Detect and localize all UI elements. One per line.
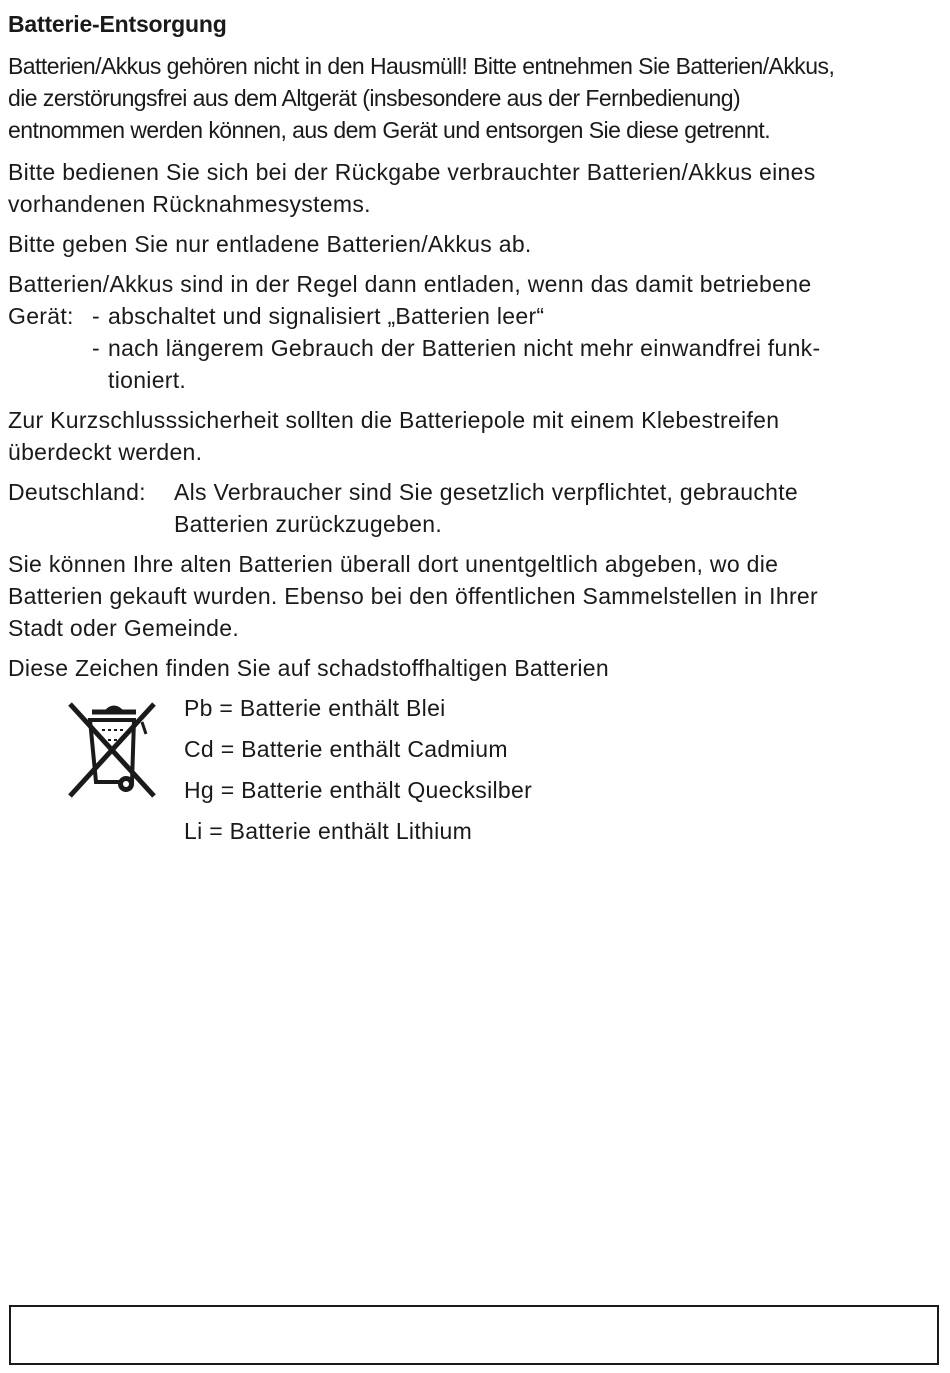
discharged-only-paragraph: Bitte geben Sie nur entladene Batterien/Akkus ab. — [8, 231, 532, 257]
germany-label: Deutschland: — [8, 479, 146, 505]
condition-list — [92, 300, 820, 396]
intro-paragraph: Batterien/Akkus gehören nicht in den Hausmüll! Bitte entnehmen Sie Batterien/Akkus, die zerstörungsfrei aus dem Altgerät (insbesondere aus der Fernbedienung) entnommen werden können, aus dem Gerät und entsorgen Sie diese getrennt. — [8, 53, 835, 143]
footer-box — [9, 1305, 939, 1365]
list-item: - abschaltet und signalisiert „Batterien leer“ — [92, 300, 820, 332]
collection-paragraph: Sie können Ihre alten Batterien überall dort unentgeltlich abgeben, wo die Batterien gekauft wurden. Ebenso bei den öffentlichen Sammelstellen in Ihrer Stadt oder Gemeinde. — [8, 551, 818, 641]
discharged-when-text: Batterien/Akkus sind in der Regel dann entladen, wenn das damit betriebene — [8, 271, 812, 297]
document-page — [8, 10, 943, 848]
battery-symbols-section — [8, 688, 943, 848]
list-item: Li = Batterie enthält Lithium — [184, 818, 473, 844]
short-circuit-paragraph: Zur Kurzschlusssicherheit sollten die Batteriepole mit einem Klebestreifen überdeckt werden. — [8, 407, 780, 465]
device-conditions-row — [8, 300, 943, 396]
list-item: Pb = Batterie enthält Blei — [184, 695, 446, 721]
list-item: Cd = Batterie enthält Cadmium — [184, 736, 508, 762]
chemical-codes-list — [184, 688, 532, 852]
return-system-paragraph: Bitte bedienen Sie sich bei der Rückgabe verbrauchter Batterien/Akkus eines vorhandenen Rücknahmesystems. — [8, 159, 816, 217]
page-title: Batterie-Entsorgung — [8, 11, 227, 37]
device-label: Gerät: — [8, 303, 74, 329]
crossed-out-wheelie-bin-icon — [66, 700, 158, 800]
list-item: Hg = Batterie enthält Quecksilber — [184, 777, 533, 803]
germany-text: Als Verbraucher sind Sie gesetzlich verpflichtet, gebrauchte Batterien zurückzugeben. — [174, 479, 798, 537]
symbols-intro-paragraph: Diese Zeichen finden Sie auf schadstoffhaltigen Batterien — [8, 655, 609, 681]
list-item: - nach längerem Gebrauch der Batterien nicht mehr einwandfrei funk- tioniert. — [92, 332, 820, 396]
germany-obligation-row — [8, 476, 943, 540]
discharged-conditions-block — [8, 268, 943, 396]
